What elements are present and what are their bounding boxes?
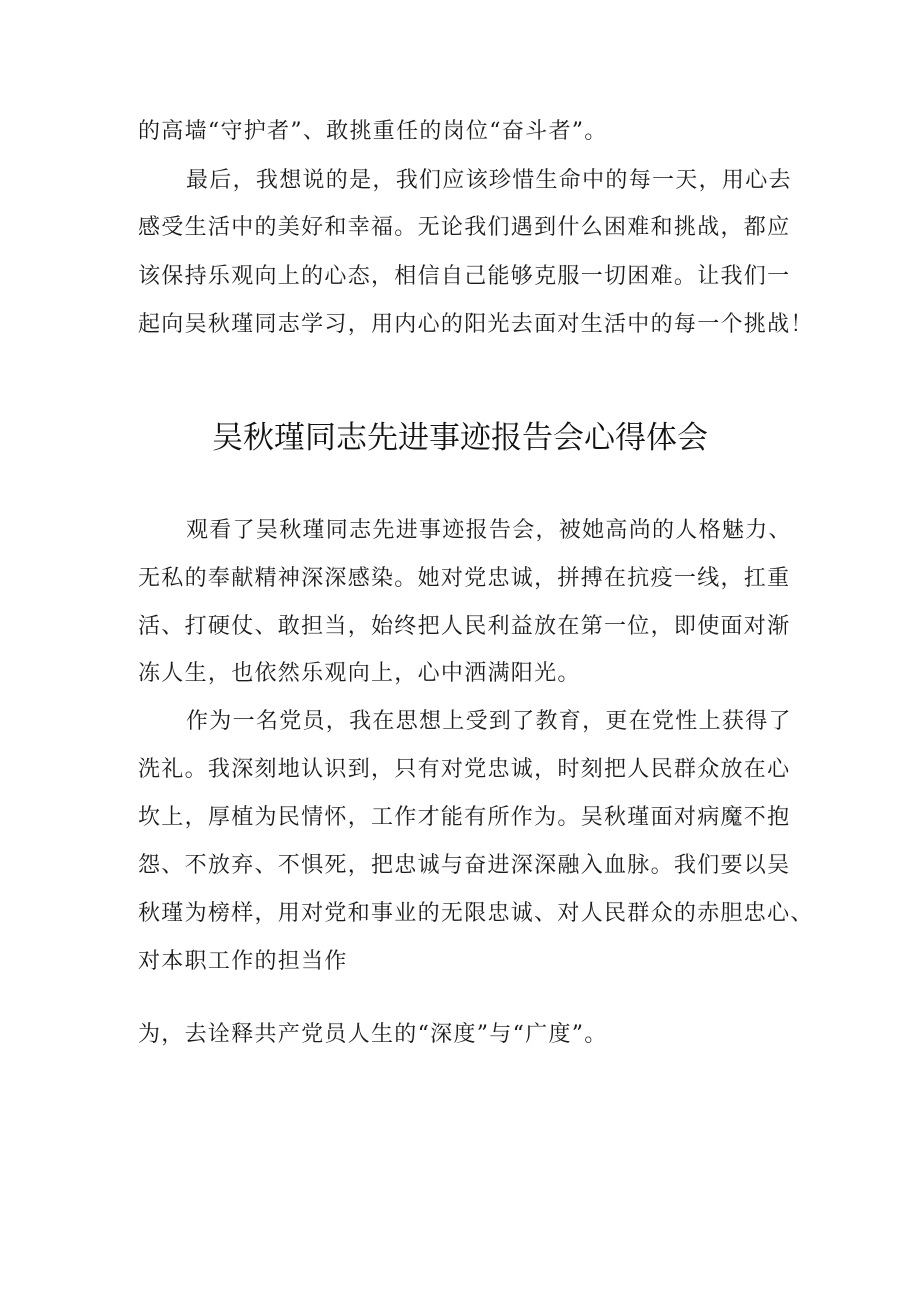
text-line: 的高墙“守护者”、敢挑重任的岗位“奋斗者”。	[138, 119, 608, 144]
text-line: 秋瑾为榜样，用对党和事业的无限忠诚、对人民群众的赤胆忠心、	[138, 901, 814, 926]
text-line: 坎上，厚植为民情怀，工作才能有所作为。吴秋瑾面对病魔不抱	[138, 805, 791, 830]
text-line: 对本职工作的担当作	[138, 949, 348, 974]
text-line: 活、打硬仗、敢担当，始终把人民利益放在第一位，即使面对渐	[138, 614, 791, 639]
text-line: 为，去诠释共产党员人生的“深度”与“广度”。	[138, 1022, 608, 1047]
text-line: 感受生活中的美好和幸福。无论我们遇到什么困难和挑战，都应	[138, 215, 791, 240]
text-line: 冻人生，也依然乐观向上，心中洒满阳光。	[138, 661, 581, 686]
text-line: 起向吴秋瑾同志学习，用内心的阳光去面对生活中的每一个挑战！	[138, 312, 814, 337]
text-line: 无私的奉献精神深深感染。她对党忠诚，拼搏在抗疫一线，扛重	[138, 566, 791, 591]
text-line: 怨、不放弃、不惧死，把忠诚与奋进深深融入血脉。我们要以吴	[138, 853, 791, 878]
text-line: 观看了吴秋瑾同志先进事迹报告会，被她高尚的人格魅力、	[186, 518, 792, 543]
text-line: 该保持乐观向上的心态，相信自己能够克服一切困难。让我们一	[138, 264, 791, 289]
text-line: 作为一名党员，我在思想上受到了教育，更在党性上获得了	[186, 709, 792, 734]
text-line: 最后，我想说的是，我们应该珍惜生命中的每一天，用心去	[186, 168, 792, 193]
document-title: 吴秋瑾同志先进事迹报告会心得体会	[212, 420, 708, 456]
text-line: 洗礼。我深刻地认识到，只有对党忠诚，时刻把人民群众放在心	[138, 757, 791, 782]
